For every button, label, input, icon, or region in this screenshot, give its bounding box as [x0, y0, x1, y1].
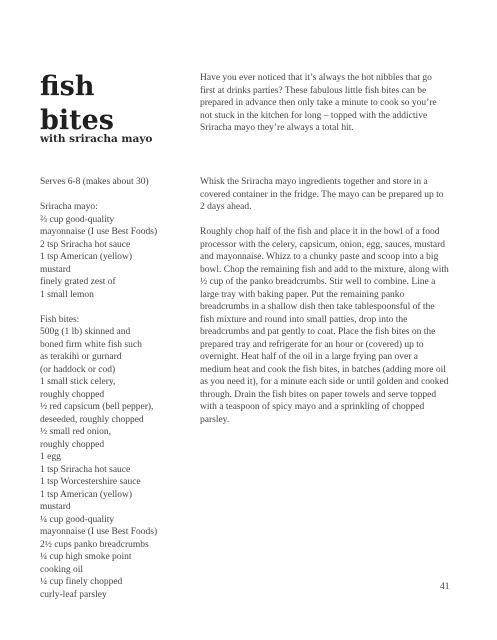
- recipe-title: [40, 70, 114, 138]
- ingredients-list: [40, 176, 190, 601]
- ingredient-line: (or haddock or cod): [40, 364, 116, 375]
- ingredient-line: ½ small red onion,: [40, 427, 111, 437]
- ingredient-line: roughly chopped: [40, 439, 105, 450]
- recipe-intro: Have you ever noticed that it’s always the hot nibbles that go first at drinks parties? These fabulous little fish bites can be prepared in advance then only take a minute to cook so you’re not stuck in the kitchen for long – topped with the addictive Sriracha mayo they’re always a total hit.: [200, 73, 437, 133]
- recipe-subtitle: with sriracha mayo: [40, 133, 153, 145]
- ingredient-line: as terakihi or gurnard: [40, 352, 122, 362]
- ingredient-line: deseeded, roughly chopped: [40, 414, 144, 425]
- ingredient-line: 2 tsp Sriracha hot sauce: [40, 239, 131, 250]
- mayo-heading: Sriracha mayo:: [40, 202, 98, 212]
- ingredient-line: cooking oil: [40, 564, 84, 575]
- ingredient-line: 1 tsp American (yellow): [40, 489, 133, 500]
- ingredient-line: 1 egg: [40, 452, 61, 462]
- ingredient-line: 1 small lemon: [40, 289, 94, 300]
- ingredient-line: finely grated zest of: [40, 277, 116, 287]
- serves-line: Serves 6-8 (makes about 30): [40, 177, 149, 187]
- ingredient-line: boned firm white fish such: [40, 339, 142, 350]
- ingredient-line: mayonnaise (I use Best Foods): [40, 227, 158, 237]
- method-paragraph: Roughly chop half of the fish and place it in the bowl of a food processor with the celery, capsicum, onion, egg, sauces, mustard and mayonnaise. Whizz to a chunky paste and scoop into a big bowl. Chop the remaining fish and add to the mixture, along with ½ cup of the panko breadcrumbs. Stir well to combine. Line a large tray with baking paper. Put the remaining panko breadcrumbs in a shallow dish then take tablespoonsful of the fish mixture and round into small patties, drop into the breadcrumbs and pat gently to coat. Place the fish bites on the prepared tray and refrigerate for an hour or (covered) up to overnight. Heat half of the oil in a large frying pan over a medium heat and cook the fish bites, in batches (adding more oil as you need it), for a minute each side or until golden and cooked through. Drain the fish bites on paper towels and serve topped with a teaspoon of spicy mayo and a sprinkling of chopped parsley.: [200, 227, 449, 425]
- ingredient-line: mayonnaise (I use Best Foods): [40, 527, 158, 537]
- recipe-title-line-1: fish: [40, 71, 95, 102]
- ingredient-line: 500g (1 lb) skinned and: [40, 327, 131, 337]
- ingredient-line: mustard: [40, 264, 71, 275]
- spacer: [40, 301, 190, 314]
- fish-heading: Fish bites:: [40, 314, 80, 325]
- ingredient-line: ¼ cup finely chopped: [40, 577, 123, 587]
- recipe-title-line-2: bites: [40, 105, 114, 136]
- ingredient-line: 1 tsp American (yellow): [40, 252, 133, 262]
- page-number: 41: [440, 582, 450, 592]
- spacer: [40, 189, 190, 202]
- ingredient-line: ¼ cup high smoke point: [40, 552, 132, 562]
- ingredient-line: 2½ cups panko breadcrumbs: [40, 539, 149, 550]
- ingredient-line: 1 tsp Sriracha hot sauce: [40, 464, 131, 475]
- ingredient-line: 1 small stick celery,: [40, 377, 116, 387]
- method-paragraph: Whisk the Sriracha mayo ingredients together and store in a covered container in the fridge. The mayo can be prepared up to 2 days ahead.: [200, 177, 444, 212]
- ingredient-line: ¼ cup good-quality: [40, 514, 115, 525]
- ingredient-line: mustard: [40, 502, 71, 512]
- ingredient-line: ⅔ cup good-quality: [40, 214, 115, 225]
- ingredient-line: roughly chopped: [40, 389, 105, 400]
- ingredient-line: curly-leaf parsley: [40, 589, 107, 600]
- method-section: [200, 176, 450, 439]
- ingredient-line: 1 tsp Worcestershire sauce: [40, 477, 141, 487]
- ingredient-line: ½ red capsicum (bell pepper),: [40, 402, 154, 412]
